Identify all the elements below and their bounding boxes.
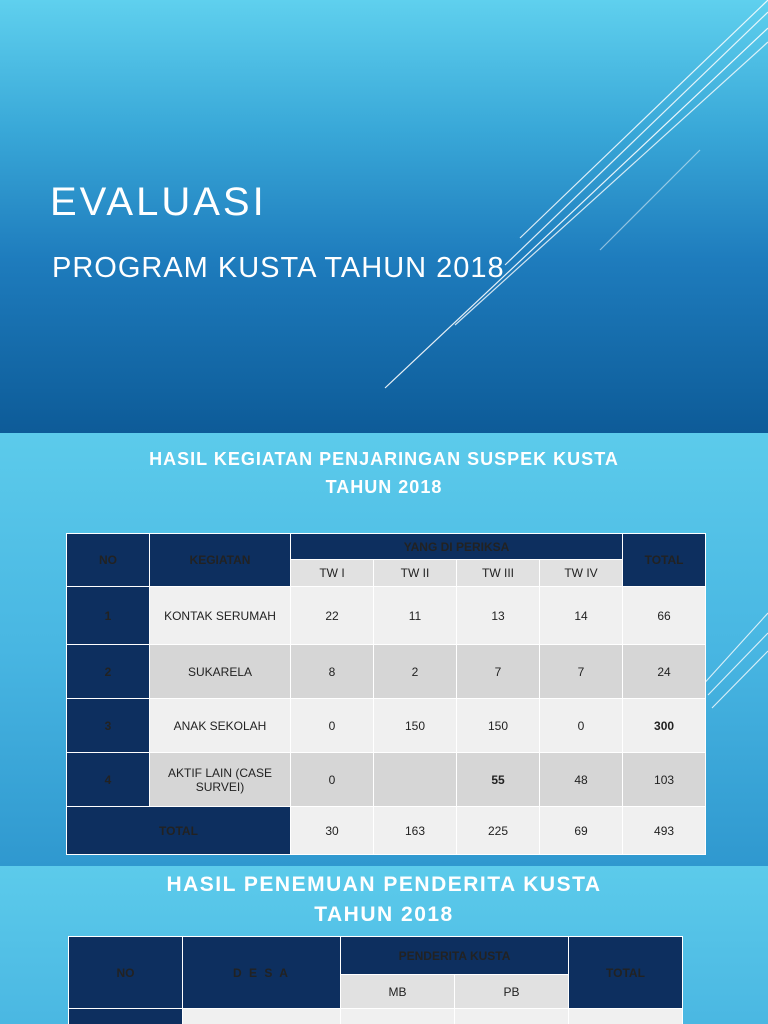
- row-tw3: 150: [457, 699, 540, 753]
- row-total: 300: [623, 699, 706, 753]
- subheader-tw1: TW I: [291, 560, 374, 587]
- row-tw4: 0: [540, 699, 623, 753]
- total-tw3: 225: [457, 807, 540, 855]
- header-total: TOTAL: [569, 937, 683, 1009]
- table-row: [67, 587, 706, 645]
- row-tw3: 55: [457, 753, 540, 807]
- row-tw1: 8: [291, 645, 374, 699]
- patients-slide: [0, 866, 768, 1024]
- screening-slide: [0, 433, 768, 866]
- total-label: TOTAL: [67, 807, 291, 855]
- table-row: [67, 699, 706, 753]
- table-row: [67, 753, 706, 807]
- row-tw3: 7: [457, 645, 540, 699]
- total-tw4: 69: [540, 807, 623, 855]
- header-no: NO: [69, 937, 183, 1009]
- row-tw1: 0: [291, 699, 374, 753]
- total-tw1: 30: [291, 807, 374, 855]
- row-no: 1: [67, 587, 150, 645]
- row-tw1: 22: [291, 587, 374, 645]
- row-tw2: 150: [374, 699, 457, 753]
- slide-title: EVALUASI: [50, 180, 267, 224]
- header-yang-di-periksa: YANG DI PERIKSA: [291, 534, 623, 560]
- slide-title: [0, 870, 768, 930]
- row-tw4: 7: [540, 645, 623, 699]
- subheader-pb: PB: [455, 975, 569, 1009]
- row-tw3: 13: [457, 587, 540, 645]
- table-row: [69, 1009, 683, 1024]
- row-total: 66: [623, 587, 706, 645]
- subheader-tw4: TW IV: [540, 560, 623, 587]
- screening-table: [66, 533, 706, 855]
- row-tw4: 14: [540, 587, 623, 645]
- header-desa: D E S A: [183, 937, 341, 1009]
- row-tw4: 48: [540, 753, 623, 807]
- slide-title: [0, 445, 768, 501]
- row-no: 2: [67, 645, 150, 699]
- subheader-mb: MB: [341, 975, 455, 1009]
- row-kegiatan: ANAK SEKOLAH: [150, 699, 291, 753]
- title-line-1: HASIL KEGIATAN PENJARINGAN SUSPEK KUSTA: [149, 449, 619, 469]
- subheader-tw3: TW III: [457, 560, 540, 587]
- row-tw2: 11: [374, 587, 457, 645]
- header-no: NO: [67, 534, 150, 587]
- total-tw2: 163: [374, 807, 457, 855]
- title-slide: [0, 0, 768, 433]
- total-row: [67, 807, 706, 855]
- row-kegiatan: SUKARELA: [150, 645, 291, 699]
- row-tw2: 2: [374, 645, 457, 699]
- title-line-2: TAHUN 2018: [325, 477, 443, 497]
- header-kegiatan: KEGIATAN: [150, 534, 291, 587]
- row-no: 4: [67, 753, 150, 807]
- subheader-tw2: TW II: [374, 560, 457, 587]
- row-tw2: [374, 753, 457, 807]
- total-total: 493: [623, 807, 706, 855]
- slide-subtitle: PROGRAM KUSTA TAHUN 2018: [52, 252, 505, 284]
- row-no: 3: [67, 699, 150, 753]
- title-line-2: TAHUN 2018: [314, 903, 454, 926]
- row-tw1: 0: [291, 753, 374, 807]
- row-total: 24: [623, 645, 706, 699]
- header-penderita-kusta: PENDERITA KUSTA: [341, 937, 569, 975]
- header-total: TOTAL: [623, 534, 706, 587]
- patients-table: [68, 936, 683, 1024]
- row-kegiatan: KONTAK SERUMAH: [150, 587, 291, 645]
- row-kegiatan: AKTIF LAIN (CASE SURVEI): [150, 753, 291, 807]
- table-row: [67, 645, 706, 699]
- title-line-1: HASIL PENEMUAN PENDERITA KUSTA: [166, 873, 602, 896]
- row-total: 103: [623, 753, 706, 807]
